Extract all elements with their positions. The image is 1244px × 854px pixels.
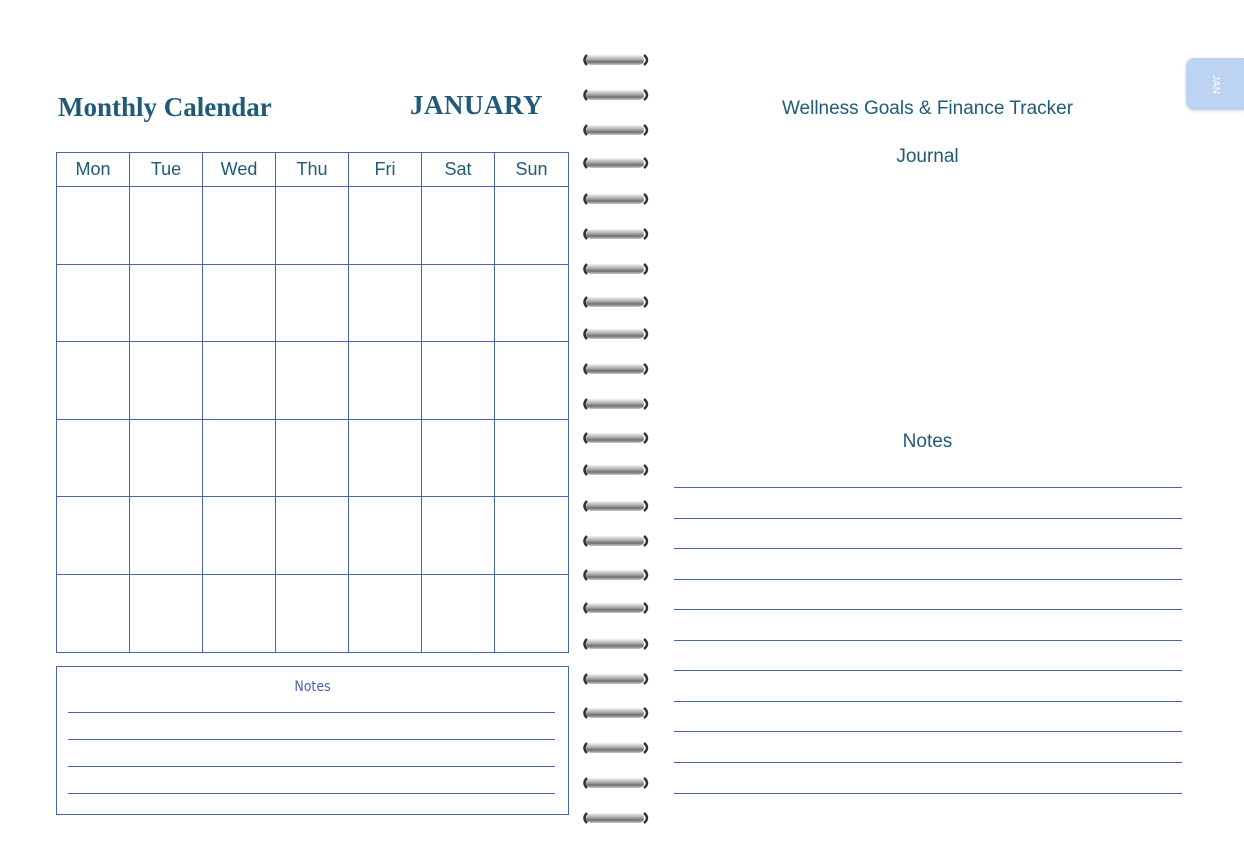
- calendar-day-cell[interactable]: [57, 187, 130, 265]
- notes-line[interactable]: [674, 670, 1182, 671]
- calendar-day-cell[interactable]: [57, 265, 130, 343]
- calendar-day-cell[interactable]: [203, 420, 276, 498]
- calendar-day-cell[interactable]: [130, 497, 203, 575]
- calendar-day-cell[interactable]: [422, 420, 495, 498]
- calendar-day-cell[interactable]: [349, 342, 422, 420]
- weekday-fri: Fri: [349, 153, 422, 187]
- binding-ring: [580, 52, 652, 68]
- binding-ring: [580, 636, 652, 652]
- weekday-wed: Wed: [203, 153, 276, 187]
- calendar-day-cell[interactable]: [422, 342, 495, 420]
- calendar-day-cell[interactable]: [495, 497, 568, 575]
- calendar-day-cell[interactable]: [349, 575, 422, 653]
- weekday-sat: Sat: [422, 153, 495, 187]
- calendar-day-cell[interactable]: [276, 187, 349, 265]
- calendar-day-cell[interactable]: [495, 187, 568, 265]
- calendar-day-cell[interactable]: [276, 575, 349, 653]
- calendar-day-cell[interactable]: [422, 265, 495, 343]
- calendar-day-cell[interactable]: [495, 265, 568, 343]
- calendar-day-cell[interactable]: [422, 497, 495, 575]
- calendar-day-cell[interactable]: [495, 420, 568, 498]
- notes-line[interactable]: [674, 518, 1182, 519]
- calendar-day-cell[interactable]: [495, 342, 568, 420]
- binding-ring: [580, 226, 652, 242]
- journal-heading: Journal: [896, 146, 959, 167]
- notes-line[interactable]: [674, 762, 1182, 763]
- binding-ring: [580, 122, 652, 138]
- binding-ring: [580, 600, 652, 616]
- weekday-thu: Thu: [276, 153, 349, 187]
- calendar-day-cell[interactable]: [203, 342, 276, 420]
- calendar-day-cell[interactable]: [349, 187, 422, 265]
- notes-line[interactable]: [674, 731, 1182, 732]
- notes-line[interactable]: [674, 548, 1182, 549]
- calendar-day-cell[interactable]: [130, 265, 203, 343]
- month-title: JANUARY: [410, 90, 544, 120]
- notes-line[interactable]: [674, 793, 1182, 794]
- weekday-mon: Mon: [57, 153, 130, 187]
- calendar-day-cell[interactable]: [130, 342, 203, 420]
- weekday-sun: Sun: [495, 153, 568, 187]
- calendar-day-cell[interactable]: [276, 342, 349, 420]
- binding-ring: [580, 810, 652, 826]
- binding-ring: [580, 261, 652, 277]
- calendar-day-cell[interactable]: [495, 575, 568, 653]
- binding-ring: [580, 155, 652, 171]
- calendar-day-cell[interactable]: [276, 420, 349, 498]
- binding-ring: [580, 705, 652, 721]
- binding-ring: [580, 396, 652, 412]
- month-tab-label: JAN: [1209, 74, 1221, 94]
- calendar-day-cell[interactable]: [130, 187, 203, 265]
- notes-line[interactable]: [674, 640, 1182, 641]
- calendar-day-cell[interactable]: [349, 497, 422, 575]
- calendar-title: Monthly Calendar: [58, 92, 272, 122]
- notes-line[interactable]: [674, 579, 1182, 580]
- calendar-day-cell[interactable]: [130, 420, 203, 498]
- month-tab-jan[interactable]: [1186, 58, 1244, 110]
- notes-line: [68, 793, 555, 794]
- binding-ring: [580, 361, 652, 377]
- notes-line[interactable]: [674, 609, 1182, 610]
- calendar-day-cell[interactable]: [349, 420, 422, 498]
- binding-ring: [580, 430, 652, 446]
- calendar-day-cell[interactable]: [203, 575, 276, 653]
- calendar-grid: [56, 152, 569, 653]
- binding-ring: [580, 462, 652, 478]
- binding-ring: [580, 533, 652, 549]
- notes-line[interactable]: [674, 701, 1182, 702]
- calendar-notes-label: Notes: [294, 679, 331, 695]
- binding-ring: [580, 775, 652, 791]
- calendar-day-cell[interactable]: [276, 497, 349, 575]
- binding-ring: [580, 671, 652, 687]
- calendar-day-cell[interactable]: [57, 342, 130, 420]
- calendar-day-cell[interactable]: [276, 265, 349, 343]
- binding-ring: [580, 326, 652, 342]
- calendar-day-cell[interactable]: [349, 265, 422, 343]
- calendar-day-cell[interactable]: [203, 187, 276, 265]
- notes-heading: Notes: [902, 431, 953, 452]
- binding-ring: [580, 740, 652, 756]
- notes-line[interactable]: [68, 712, 555, 713]
- calendar-day-cell[interactable]: [57, 575, 130, 653]
- tracker-title: Wellness Goals & Finance Tracker: [781, 98, 1074, 119]
- binding-ring: [580, 567, 652, 583]
- binding-ring: [580, 87, 652, 103]
- notes-line[interactable]: [674, 487, 1182, 488]
- calendar-day-cell[interactable]: [130, 575, 203, 653]
- calendar-day-cell[interactable]: [203, 265, 276, 343]
- calendar-day-cell[interactable]: [203, 497, 276, 575]
- notes-line[interactable]: [68, 739, 555, 740]
- weekday-tue: Tue: [130, 153, 203, 187]
- calendar-notes-box: [56, 666, 569, 815]
- spiral-binding: [580, 48, 655, 828]
- calendar-day-cell[interactable]: [422, 575, 495, 653]
- binding-ring: [580, 191, 652, 207]
- notes-line[interactable]: [68, 766, 555, 767]
- calendar-day-cell[interactable]: [57, 497, 130, 575]
- calendar-day-cell[interactable]: [422, 187, 495, 265]
- binding-ring: [580, 294, 652, 310]
- calendar-day-cell[interactable]: [57, 420, 130, 498]
- binding-ring: [580, 498, 652, 514]
